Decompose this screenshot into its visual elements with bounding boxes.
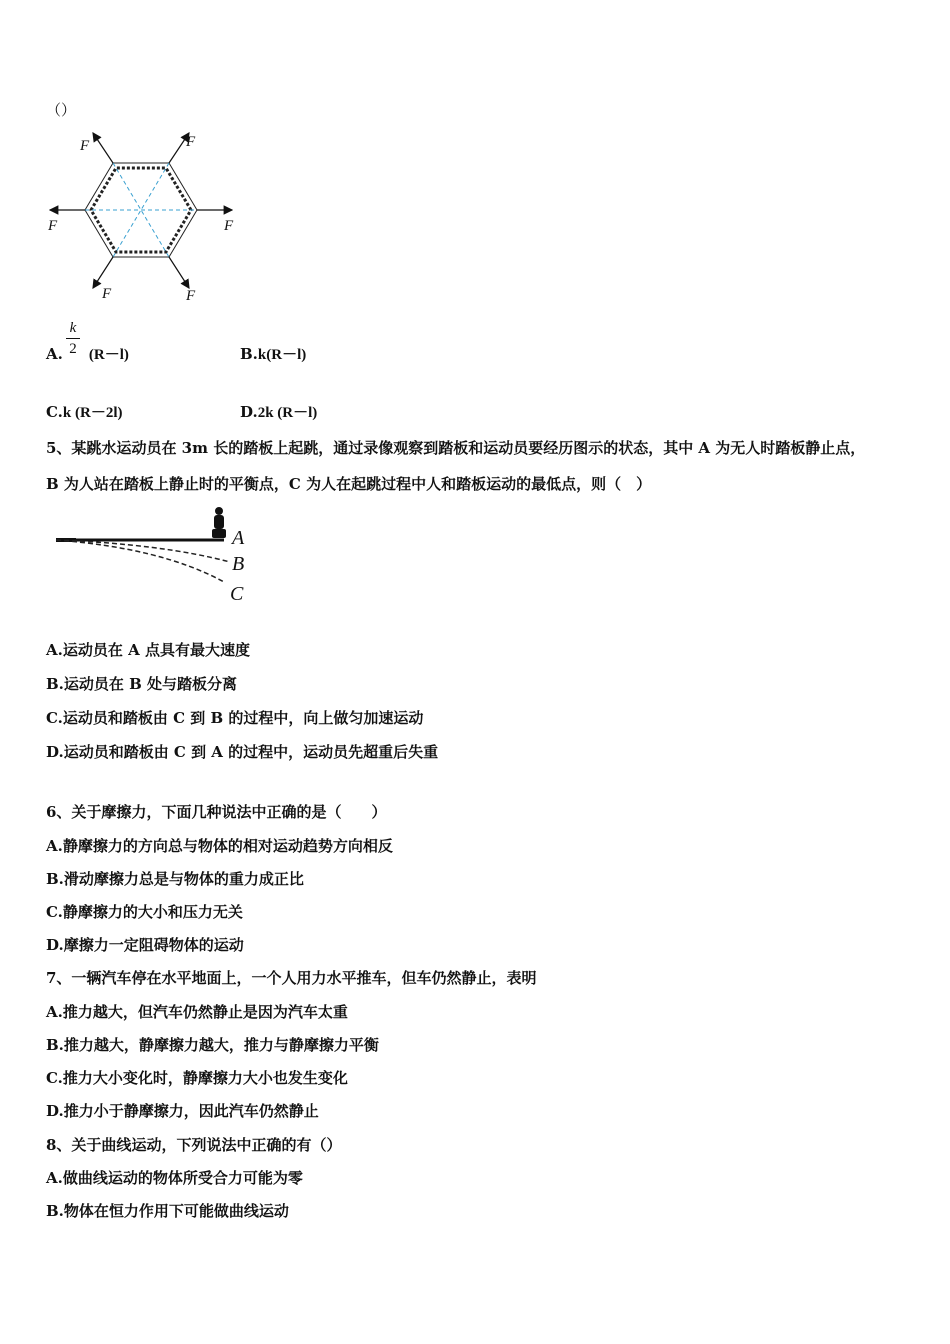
force-label: F xyxy=(186,288,196,304)
force-label: F xyxy=(80,138,90,154)
q5-stem-line1: 5、某跳水运动员在 3m 长的踏板上起跳，通过录像观察到踏板和运动员要经历图示的状态，其中 A 为无人时踏板静止点， xyxy=(46,439,866,457)
diver-icon xyxy=(212,507,226,538)
q6-option-c: C.静摩擦力的大小和压力无关 xyxy=(46,903,243,921)
q7-option-b: B.推力越大，静摩擦力越大，推力与静摩擦力平衡 xyxy=(46,1036,379,1054)
q8-option-b: B.物体在恒力作用下可能做曲线运动 xyxy=(46,1202,289,1220)
q5-stem-line2: B 为人站在踏板上静止时的平衡点，C 为人在起跳过程中人和踏板运动的最低点，则（ ） xyxy=(46,475,652,493)
fraction-k-over-2: k 2 xyxy=(66,320,80,357)
q4-option-c: C.k (R－2l) xyxy=(46,403,123,421)
board-b xyxy=(56,540,230,562)
point-label-c: C xyxy=(230,583,244,605)
q4-option-a: A. (R－l) xyxy=(46,345,129,363)
q6-option-a: A.静摩擦力的方向总与物体的相对运动趋势方向相反 xyxy=(46,837,393,855)
q7-option-a: A.推力越大，但汽车仍然静止是因为汽车太重 xyxy=(46,1003,348,1021)
diagonal-lines xyxy=(85,163,197,257)
force-label: F xyxy=(186,134,196,150)
force-label: F xyxy=(48,218,58,234)
q4-option-b: B.k(R－l) xyxy=(240,345,307,363)
q8-option-a: A.做曲线运动的物体所受合力可能为零 xyxy=(46,1169,303,1187)
q5-option-c: C.运动员和踏板由 C 到 B 的过程中，向上做匀加速运动 xyxy=(46,709,424,727)
q7-option-d: D.推力小于静摩擦力，因此汽车仍然静止 xyxy=(46,1102,319,1120)
force-label: F xyxy=(102,286,112,302)
diving-board-figure xyxy=(52,502,262,606)
point-label-b: B xyxy=(232,553,245,575)
q5-option-d: D.运动员和踏板由 C 到 A 的过程中，运动员先超重后失重 xyxy=(46,743,439,761)
force-label: F xyxy=(224,218,234,234)
q6-option-d: D.摩擦力一定阻碍物体的运动 xyxy=(46,936,244,954)
q7-stem: 7、一辆汽车停在水平地面上，一个人用力水平推车，但车仍然静止，表明 xyxy=(46,969,537,987)
q6-option-b: B.滑动摩擦力总是与物体的重力成正比 xyxy=(46,870,304,888)
q4-option-d: D.2k (R－l) xyxy=(240,403,318,421)
q5-option-a: A.运动员在 A 点具有最大速度 xyxy=(46,641,250,659)
q7-option-c: C.推力大小变化时，静摩擦力大小也发生变化 xyxy=(46,1069,348,1087)
spring-hexagon-figure xyxy=(44,128,244,308)
q6-stem: 6、关于摩擦力，下面几种说法中正确的是（ ） xyxy=(46,803,387,821)
answer-paren: （） xyxy=(46,101,77,119)
q5-option-b: B.运动员在 B 处与踏板分离 xyxy=(46,675,238,693)
point-label-a: A xyxy=(232,527,245,549)
q8-stem: 8、关于曲线运动，下列说法中正确的有（） xyxy=(46,1136,342,1154)
